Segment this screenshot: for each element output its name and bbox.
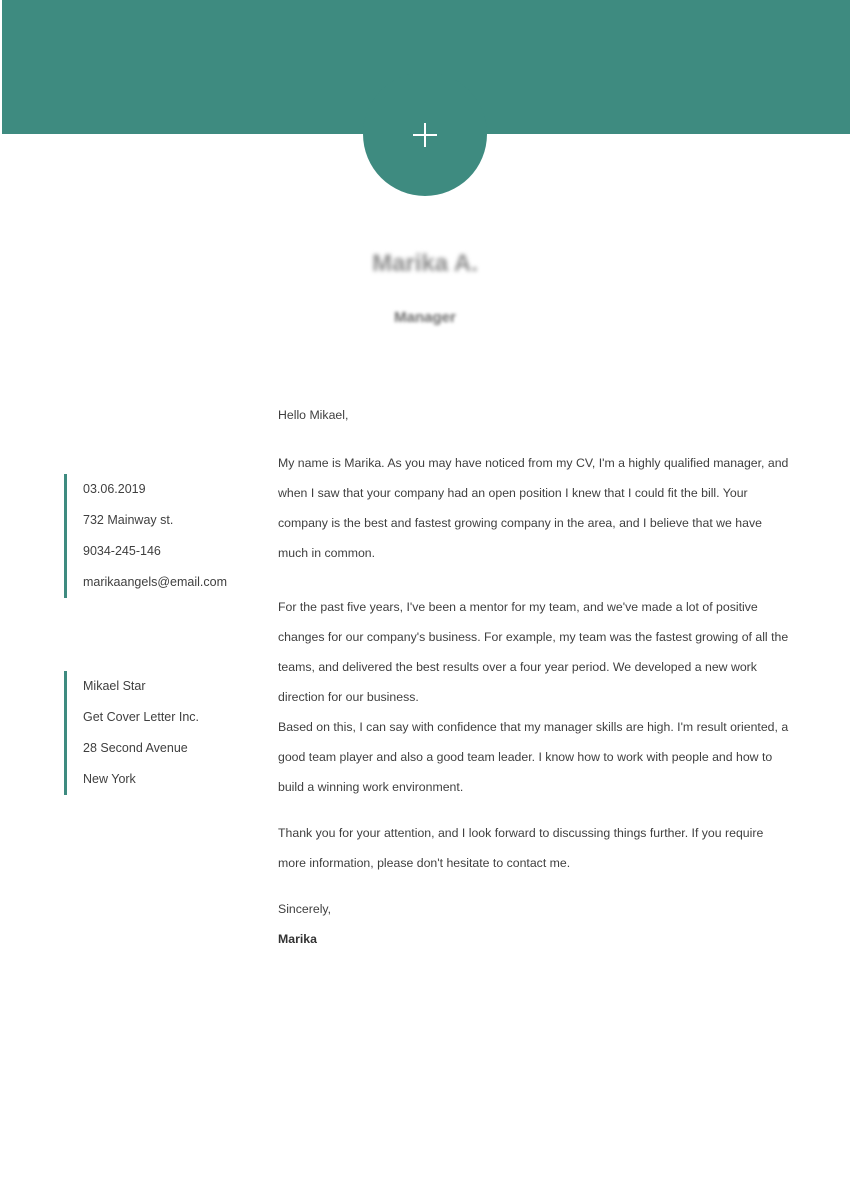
letter-paragraph-skills: Based on this, I can say with confidence that my manager skills are high. I'm result oriented, a good team player and also a good team leader. I know how to work with people and how to build a winning work environment. [278,720,789,794]
letter-paragraph-intro: My name is Marika. As you may have noticed from my CV, I'm a highly qualified manager, and when I saw that your company had an open position I knew that I could fit the bill. Your company is the best and fastest growing company in the area, and I believe that we have much in common. [278,456,789,560]
sender-email: marikaangels@email.com [83,575,227,589]
recipient-company: Get Cover Letter Inc. [83,710,200,724]
letter-paragraph-thanks: Thank you for your attention, and I look forward to discussing things further. If you require more information, please don't hesitate to contact me. [278,826,764,870]
letter-salutation: Hello Mikael, [278,408,349,422]
plus-icon [413,123,437,147]
recipient-details [64,671,199,795]
letter-paragraph-experience: For the past five years, I've been a mentor for my team, and we've made a lot of positive changes for our company's business. For example, my team was the fastest growing of all the teams, and delivered the best results over a four year period. We developed a new work direction for our business. [278,600,789,704]
applicant-job-title: Manager [394,309,456,326]
letter-signature: Marika [278,932,317,946]
applicant-name: Marika A. [372,250,478,277]
letter-closing: Sincerely, [278,902,332,916]
sender-phone: 9034-245-146 [83,544,161,558]
letter-body [278,400,793,954]
sender-address: 732 Mainway st. [83,513,174,527]
recipient-name: Mikael Star [83,679,146,693]
recipient-street: 28 Second Avenue [83,741,188,755]
recipient-city: New York [83,772,136,786]
sender-details [64,474,227,598]
sender-date: 03.06.2019 [83,482,146,496]
